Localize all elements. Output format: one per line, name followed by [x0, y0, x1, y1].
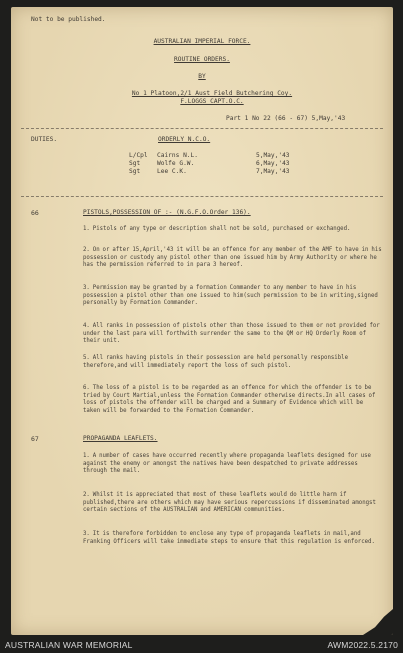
- roster-rank: Sgt: [129, 168, 141, 175]
- unit-heading: No 1 Platoon,2/1 Aust Field Butchering Coy.: [131, 90, 293, 97]
- duties-label: DUTIES.: [31, 136, 58, 143]
- not-published-note: Not to be published.: [31, 16, 106, 23]
- roster-rank: Sgt: [129, 160, 141, 167]
- paragraph: 1. Pistols of any type or description shall not be sold, purchased or exchanged.: [83, 226, 351, 232]
- by-heading: BY: [198, 73, 206, 80]
- divider: [21, 196, 383, 197]
- section-number: 67: [31, 435, 39, 443]
- roster-date: 7,May,'43: [256, 168, 290, 175]
- paragraph: 2. On or after 15,April,'43 it will be an offence for any member of the AMF to have in his possession or custody any pistol other than one issued him by Army Authority or where he has the permission referred to in para 3 hereof.: [83, 247, 382, 269]
- torn-corner: [363, 609, 393, 635]
- roster-name: Cairns N.L.: [157, 152, 198, 159]
- divider: [21, 128, 383, 129]
- officer-heading: F.LOGGS CAPT.O.C.: [180, 98, 244, 105]
- force-heading: AUSTRALIAN IMPERIAL FORCE.: [153, 38, 251, 45]
- duties-title: ORDERLY N.C.O.: [158, 136, 211, 143]
- paragraph: 2. Whilst it is appreciated that most of these leaflets would do little harm if published,there are others which may have serious repercussions if disseminated amongst certain sections of the AUSTRALIAN and AMERICAN communities.: [83, 492, 376, 514]
- paragraph: 3. Permission may be granted by a formation Commander to any member to have in his possession a pistol other than one issued to him(such permission to be in writing,signed personally by Formation Commander.: [83, 285, 378, 307]
- section-title: PROPAGANDA LEAFLETS.: [83, 435, 158, 442]
- roster-date: 6,May,'43: [256, 160, 290, 167]
- roster-rank: L/Cpl: [129, 152, 148, 159]
- orders-heading: ROUTINE ORDERS.: [174, 56, 230, 63]
- part-reference: Part 1 No 22 (66 - 67) 5,May,'43: [226, 115, 346, 122]
- roster-name: Lee C.K.: [157, 168, 187, 175]
- paragraph: 4. All ranks in possession of pistols other than those issued to them or not provided for under the last para will forthwith surrender the same to the QM or HQ Orderly Room of their unit.: [83, 323, 380, 345]
- footer-credit: AUSTRALIAN WAR MEMORIAL: [5, 640, 133, 650]
- paragraph: 5. All ranks having pistols in their possession are held personally responsible therefore,and will immediately report the loss of such pistol.: [83, 355, 349, 369]
- paragraph: 1. A number of cases have occurred recently where propaganda leaflets designed for use against the enemy or amongst the natives have been despatched to private addresses through the mail.: [83, 453, 371, 475]
- footer-bar: [0, 637, 403, 653]
- roster-name: Wolfe G.W.: [157, 160, 195, 167]
- paragraph: 3. It is therefore forbidden to enclose any type of propaganda leaflets in mail,and Franking Officers will take immediate steps to ensure that this regulation is enforced.: [83, 531, 375, 545]
- section-number: 66: [31, 209, 39, 217]
- footer-accession-number: AWM2022.5.2170: [327, 640, 398, 650]
- document-page: [11, 7, 393, 635]
- roster-date: 5,May,'43: [256, 152, 290, 159]
- paragraph: 6. The loss of a pistol is to be regarded as an offence for which the offender is to be tried by Court Martial,unless the Formation Commander otherwise directs.In all cases of loss of pistols the offender will be charged and a Summary of Evidence which will be taken will be forwarded to the Formation Commander.: [83, 385, 376, 414]
- section-title: PISTOLS,POSSESSION OF :- (N.G.F.O.Order 136).: [83, 209, 251, 216]
